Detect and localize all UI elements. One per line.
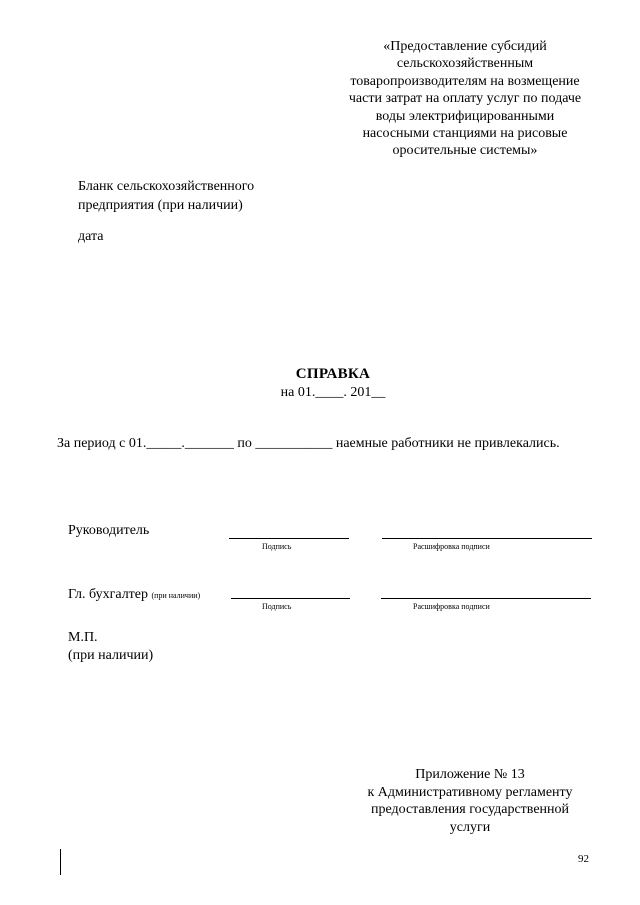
- stamp-note: (при наличии): [68, 648, 154, 663]
- period-statement: За период с 01._____._______ по ___________ наемные работники не привлекались.: [57, 436, 560, 451]
- header-line: части затрат на оплату услуг по подаче: [348, 91, 582, 107]
- head-decoding-caption: Расшифровка подписи: [413, 542, 490, 551]
- appendix-line: услуги: [449, 819, 491, 835]
- header-line: товаропроизводителям на возмещение: [350, 73, 580, 89]
- letterhead-line-2: предприятия (при наличии): [78, 198, 243, 213]
- header-line: воды электрифицированными: [375, 108, 555, 124]
- head-signature-line: [229, 538, 349, 539]
- accountant-label-row: [68, 587, 200, 603]
- appendix-block: [340, 766, 600, 836]
- document-date-line: на 01.____. 201__: [280, 385, 386, 400]
- appendix-line: Приложение № 13: [415, 767, 525, 782]
- date-label: дата: [78, 229, 104, 244]
- accountant-label: Гл. бухгалтер: [68, 587, 149, 602]
- margin-bar: [60, 849, 61, 875]
- accountant-signature-caption: Подпись: [262, 602, 292, 611]
- header-reference-block: [330, 38, 600, 160]
- header-line: насосными станциями на рисовые: [362, 126, 568, 142]
- header-line: «Предоставление субсидий: [383, 39, 547, 54]
- header-line: сельскохозяйственным: [396, 56, 534, 72]
- head-label: Руководитель: [68, 523, 150, 538]
- accountant-signature-line: [231, 598, 350, 599]
- accountant-note: (при наличии): [151, 591, 201, 600]
- document-title: СПРАВКА: [295, 366, 371, 382]
- header-line: оросительные системы»: [392, 143, 538, 159]
- page-number: 92: [578, 853, 589, 865]
- appendix-line: предоставления государственной: [370, 802, 570, 817]
- stamp-place: [68, 629, 153, 665]
- stamp-label: М.П.: [68, 630, 98, 645]
- accountant-decoding-line: [381, 598, 591, 599]
- letterhead-line-1: Бланк сельскохозяйственного: [78, 179, 255, 194]
- company-letterhead-note: [78, 177, 254, 215]
- head-decoding-line: [382, 538, 592, 539]
- accountant-decoding-caption: Расшифровка подписи: [413, 602, 490, 611]
- head-signature-caption: Подпись: [262, 542, 292, 551]
- appendix-line: к Административному регламенту: [367, 784, 573, 800]
